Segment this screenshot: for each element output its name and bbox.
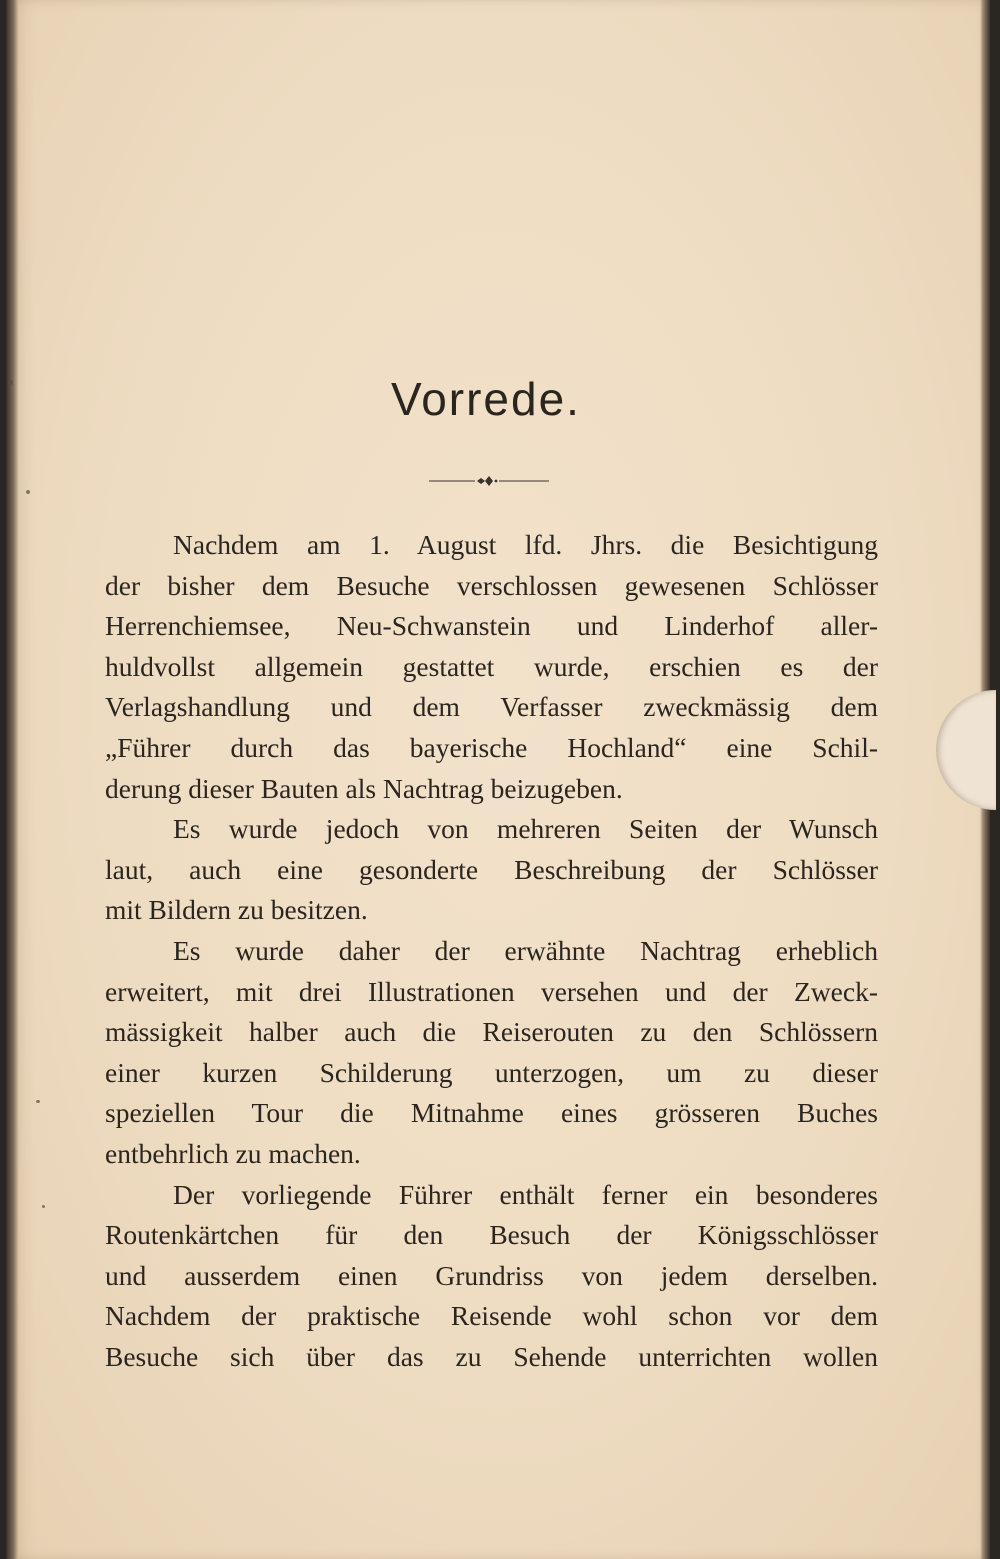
- text-line: mässigkeit halber auch die Reiserouten zu den Schlössern: [105, 1016, 878, 1048]
- text-line: Der vorliegende Führer enthält ferner ein besonderes: [173, 1178, 878, 1210]
- text-line: einer kurzen Schilderung unterzogen, um zu dieser: [105, 1056, 878, 1088]
- book-spine: [6, 0, 18, 1559]
- text-line: Nachdem am 1. August lfd. Jhrs. die Besichtigung: [173, 529, 878, 560]
- page-speck: [42, 1205, 45, 1208]
- page-title: Vorrede.: [391, 373, 581, 425]
- text-line: entbehrlich zu machen.: [105, 1137, 361, 1169]
- page-speck: [26, 490, 30, 494]
- page-speck: [36, 1100, 40, 1103]
- book-page: [6, 0, 990, 1559]
- text-line: Herrenchiemsee, Neu-Schwanstein und Linderhof aller-: [105, 610, 878, 642]
- text-line: huldvollst allgemein gestattet wurde, erschien es der: [105, 650, 878, 682]
- paragraph: [105, 525, 878, 809]
- preface-text: [105, 525, 878, 1377]
- text-line: derung dieser Bauten als Nachtrag beizugeben.: [105, 772, 623, 804]
- thumb-index-notch: [936, 690, 996, 810]
- text-line: „Führer durch das bayerische Hochland“ eine Schil-: [105, 731, 878, 763]
- ornamental-divider-icon: [429, 473, 549, 489]
- page-speck: [8, 380, 13, 385]
- text-line: speziellen Tour die Mitnahme eines grösseren Buches: [105, 1097, 878, 1129]
- paragraph: [105, 809, 878, 931]
- text-line: Es wurde daher der erwähnte Nachtrag erheblich: [173, 934, 878, 966]
- text-line: Nachdem der praktische Reisende wohl schon vor dem: [105, 1300, 878, 1332]
- text-line: Verlagshandlung und dem Verfasser zweckmässig dem: [105, 691, 878, 723]
- text-line: und ausserdem einen Grundriss von jedem derselben.: [105, 1259, 878, 1291]
- text-line: laut, auch eine gesonderte Beschreibung der Schlösser: [105, 853, 878, 885]
- text-line: Es wurde jedoch von mehreren Seiten der Wunsch: [173, 813, 878, 845]
- text-line: erweitert, mit drei Illustrationen versehen und der Zweck-: [105, 975, 878, 1007]
- text-line: der bisher dem Besuche verschlossen gewesenen Schlösser: [105, 569, 878, 601]
- paragraph: [105, 1175, 878, 1378]
- text-line: Besuche sich über das zu Sehende unterrichten wollen: [105, 1340, 878, 1372]
- paragraph: [105, 931, 878, 1175]
- text-line: Routenkärtchen für den Besuch der Königsschlösser: [105, 1219, 878, 1251]
- text-line: mit Bildern zu besitzen.: [105, 894, 368, 926]
